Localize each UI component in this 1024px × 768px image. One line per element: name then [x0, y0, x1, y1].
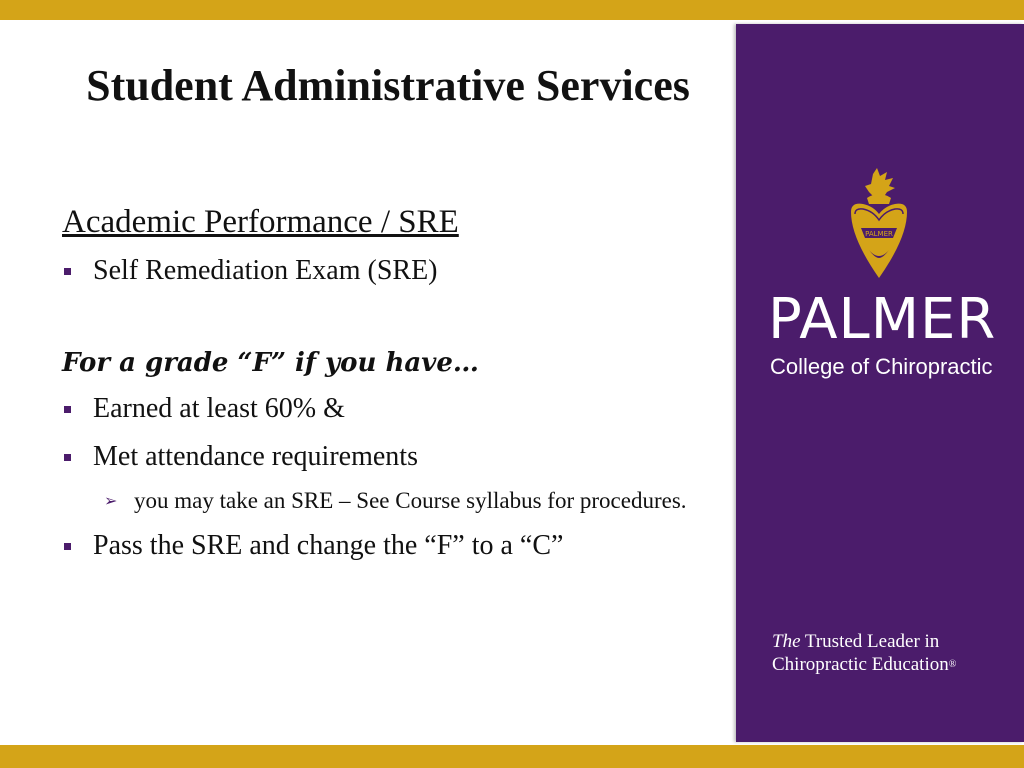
section-heading: Academic Performance / SRE — [62, 204, 459, 240]
tagline-the: The — [772, 631, 801, 652]
bullet-text: Earned at least 60% & — [93, 393, 345, 424]
tagline-line1: Trusted Leader in — [804, 631, 940, 652]
brand-college: College of Chiropractic — [770, 354, 993, 379]
slide-content — [62, 197, 722, 566]
sub-bullet-item — [62, 485, 702, 516]
tagline-line2: Chiropractic Education — [772, 654, 949, 675]
brand-name: PALMER — [768, 287, 997, 352]
bullet-text: Pass the SRE and change the “F” to a “C” — [93, 530, 564, 561]
sub-bullet-text: you may take an SRE – See Course syllabus for procedures. — [134, 488, 687, 513]
square-bullet-icon — [64, 454, 71, 461]
top-gold-bar — [0, 0, 1024, 20]
registered-mark: ® — [948, 659, 957, 670]
slide-title: Student Administrative Services — [86, 61, 690, 110]
crest-label: PALMER — [865, 230, 893, 238]
brand-tagline — [772, 630, 956, 676]
italic-subheading: For a grade “F” if you have… — [62, 348, 479, 378]
square-bullet-icon — [64, 268, 71, 275]
bullet-text: Met attendance requirements — [93, 441, 418, 472]
palmer-crest-icon — [843, 168, 915, 284]
bullet-item — [62, 437, 722, 477]
arrowhead-bullet-icon: ➢ — [104, 491, 118, 510]
bullet-item — [62, 526, 722, 566]
square-bullet-icon — [64, 406, 71, 413]
square-bullet-icon — [64, 543, 71, 550]
bullet-item — [62, 389, 722, 429]
bullet-text: Self Remediation Exam (SRE) — [93, 255, 438, 286]
bottom-gold-bar — [0, 745, 1024, 768]
bullet-item — [62, 251, 722, 291]
